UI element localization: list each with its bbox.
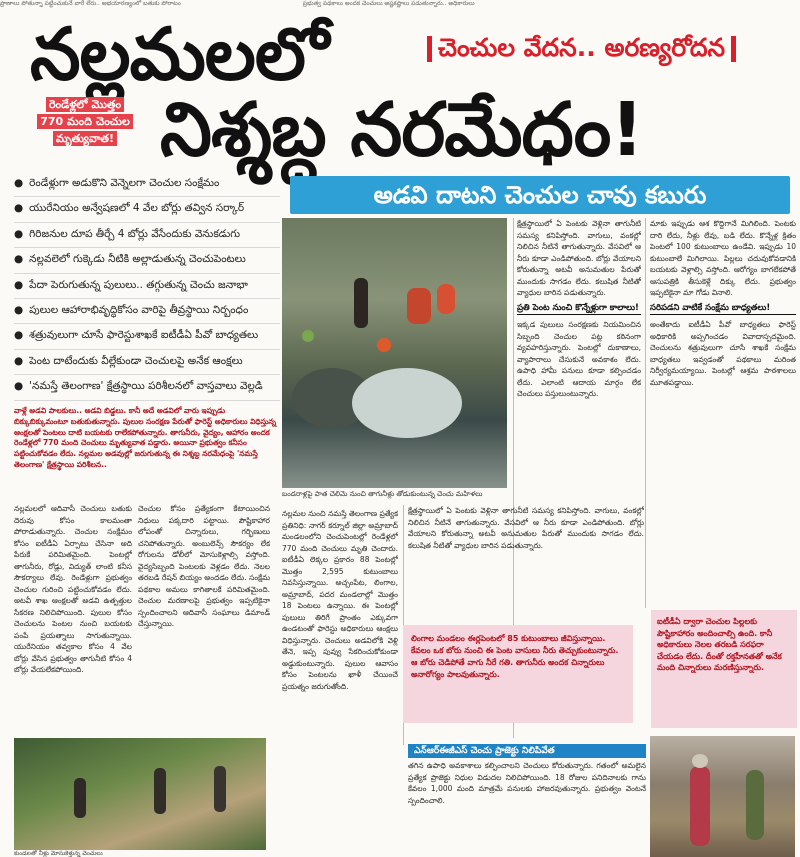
photo-figure bbox=[214, 766, 226, 812]
kicker-bar-left bbox=[427, 36, 432, 62]
bullet-item: ● పెంట దాటేందుకు వీల్లేకుండా చెంచులపై అనేక ఆంక్షలు bbox=[14, 350, 280, 375]
bullet-item: ● యురేనియం అన్వేషణలో 4 వేల బోర్లు తవ్విన సర్కార్ bbox=[14, 197, 280, 222]
bullet-item: ● 'నమస్తే తెలంగాణ' క్షేత్రస్థాయి పరిశీలనలో వాస్తవాలు వెల్లడి bbox=[14, 375, 280, 400]
top-strip-left: ప్రాణాలు పోతున్నా పట్టించుకునే వారే లేరు.. అభయారణ్యంలో బతుకు పోరాటం bbox=[0, 0, 181, 7]
sub-banner: అడవి దాటని చెంచుల చావు కబురు bbox=[290, 176, 790, 214]
column-1: నల్లమలలో ఆదివాసీ చెంచులు బతుకు దెరువు కోసం కాలమంతా పోరాడుతున్నారు. చెంచుల సంక్షేమం కోసం ఐటీడీఏ ఏర్పాటు చేసినా అది పేరుకే పరిమితమైంది. పెంటల్లో తాగునీరు, రోడ్లు, విద్యుత్ లాంటి కనీస సౌకర్యాలు లేవు. రెండేళ్లుగా ప్రభుత్వం చెంచుల గురించి పట్టించుకోవడం లేదు. అటవీ శాఖ ఆంక్షలతో అడవి ఉత్పత్తుల సేకరణ నిలిచిపోయింది. పులుల కోసం చెంచులను పెంటల నుంచి బయటకు పంపే ప్రయత్నాలు సాగుతున్నాయి. యురేనియం తవ్వకాల కోసం 4 వేల బోర్లు వేసిన ప్రభుత్వం తాగునీటి కోసం 4 బోర్లు వేయలేకపోయింది. bbox=[14, 504, 132, 674]
bullet-item: ● పులుల ఆహారాభివృద్ధికోసం వారిపై తీవ్రస్థాయి నిర్బంధం bbox=[14, 299, 280, 324]
photo-figure bbox=[690, 766, 710, 846]
deaths-line2: 770 మంది చెంచుల bbox=[37, 114, 133, 129]
kicker bbox=[421, 30, 771, 66]
photo-figure bbox=[74, 778, 86, 818]
photo-figure bbox=[746, 770, 764, 840]
photo-figure bbox=[154, 768, 166, 814]
column-mid-lower bbox=[408, 505, 644, 623]
deaths-callout bbox=[28, 96, 142, 147]
photo-pot bbox=[692, 754, 708, 768]
photo-figure bbox=[407, 288, 431, 324]
headline-line2: నిశ్శబ్ద నరమేధం! bbox=[160, 87, 644, 173]
deaths-line1: రెండేళ్లలో మొత్తం bbox=[46, 97, 124, 112]
main-photo bbox=[282, 218, 507, 488]
column-3: నల్లమల నుంచి నమస్తే తెలంగాణ ప్రత్యేక ప్రతినిధి: నాగర్ కర్నూల్ జిల్లా అమ్రాబాద్ మండలంలోని చెంచుపెంటల్లో రెండేళ్లలో 770 మంది చెంచులు మృతి చెందారు. ఐటీడీఏ లెక్కల ప్రకారం 88 పెంటల్లో మొత్తం 2,595 కుటుంబాలు నివసిస్తున్నాయి. అచ్చంపేట, లింగాల, అమ్రాబాద్, పదర మండలాల్లో మొత్తం 18 పెంటలు ఉన్నాయి. ఈ పెంటల్లో పులులు తిరిగే ప్రాంతం ఎక్కువగా ఉండటంతో ఫారెస్టు అధికారులు ఆంక్షలు విధిస్తున్నారు. చెంచులు అడవిలోకి వెళ్లి తేనె, ఇప్ప పువ్వు సేకరించుకోకుండా అడ్డుకుంటున్నారు. పులుల ఆవాసం కోసం పెంటలను ఖాళీ చేయించే ప్రయత్నం జరుగుతోంది. bbox=[282, 509, 398, 691]
kicker-bar-right bbox=[731, 36, 736, 62]
column-4-body-2: ఇక్కడ పులులు సంరక్షణకు నియమించిన సిబ్బంది చెంచుల పట్ల కఠినంగా వ్యవహరిస్తున్నారు. పెంటల్లో దుకాణాలు, వ్యాపారాలు చేసుకునే అవకాశం లేదు. ఉపాధి హామీ పనులు కూడా కల్పించడం లేదు. ఎలాంటి ఆదాయ మార్గం లేక చెంచులు పస్తులుంటున్నారు. bbox=[517, 320, 641, 398]
bullet-list bbox=[14, 172, 280, 401]
main-photo-caption: బండరాళ్లపై పాత చెలిమె నుంచి తాగునీళ్లు తోడుకుంటున్న చెంచు మహిళలు bbox=[282, 490, 483, 498]
photo-figure bbox=[354, 278, 368, 328]
photo-pool bbox=[352, 368, 462, 438]
photo-figure bbox=[437, 284, 455, 314]
photo-pot bbox=[302, 330, 314, 342]
column-bottom-mid: తగిన ఉపాధి అవకాశాలు కల్పించాలని చెంచులు కోరుతున్నారు. గతంలో అమలైన ప్రత్యేక ప్రాజెక్టు నిధుల విడుదల నిలిచిపోయింది. 18 రోజుల పనిదినాలకు గాను కేవలం 1,000 మంది మాత్రమే పనులకు హాజరవుతున్నారు. ప్రభుత్వం వెంటనే స్పందించాలి. bbox=[408, 761, 646, 805]
kicker-part1: చెంచుల వేదన.. bbox=[438, 33, 596, 62]
top-strip bbox=[0, 0, 800, 8]
highlight-box-mid: లింగాల మండలం ఈర్లపెంటలో 85 కుటుంబాలు జీవిస్తున్నాయి. కేవలం ఒక బోరు నుంచి ఈ పెంట వాసులు నీరు తెచ్చుకుంటున్నారు. ఆ బోరు చెడిపోతే వాగు నీరే గతి. తాగునీరు అందక చిన్నారులు అనారోగ్యం పాలవుతున్నారు. bbox=[403, 625, 633, 723]
deaths-line3: మృత్యువాత! bbox=[53, 131, 117, 146]
column-5-body-2: అంతేకాదు ఐటీడీఏ పీవో బాధ్యతలు ఫారెస్ట్ అధికారికి అప్పగించడం వివాదాస్పదమైంది. చెంచులను శత్రువులుగా చూసే శాఖకే సంక్షేమ బాధ్యతలు ఇవ్వడంతో పథకాలు మరింత నిర్వీర్యమయ్యాయి. పెంటల్లో ఆశ్రమ పాఠశాలలు మూతపడ్డాయి. bbox=[650, 320, 796, 387]
bottom-photo-caption: కుండలతో నీళ్లు మోసుకెళ్తున్న చెంచులు bbox=[14, 850, 103, 857]
photo-pot bbox=[377, 338, 391, 352]
bottom-photo bbox=[14, 738, 266, 850]
bullet-item: ● శత్రువులుగా చూసే ఫారెస్టుశాఖకే ఐటీడీఏ పీవో బాధ్యతలు bbox=[14, 324, 280, 349]
bullet-item: ● గిరిజనుల దూప తీర్చే 4 బోర్లు వేసేందుకు వెనుకడుగు bbox=[14, 223, 280, 248]
column-4-body: క్షేత్రస్థాయిలో ఏ పెంటకు వెళ్లినా తాగునీటి సమస్య కనిపిస్తోంది. వాగులు, వంకల్లో నిలిచిన నీటినే తాగుతున్నారు. వేసవిలో ఆ నీరు కూడా ఎండిపోతుంది. బోర్లు వేయాలని కోరుతున్నా అటవీ అనుమతుల పేరుతో ముందుకు సాగడం లేదు. కలుషిత నీటితో వ్యాధుల బారిన పడుతున్నారు. bbox=[517, 219, 641, 297]
column-5-subhead: సరిపడని వాటికే సంక్షేమ బాధ్యతలు! bbox=[650, 303, 796, 316]
column-rule bbox=[645, 218, 646, 608]
column-5-body: మాకు ఇప్పుడు ఆశ కొద్దిగానే మిగిలింది. పెంటకు దారి లేదు, నీళ్లు లేవు, బడి లేదు. కొన్నేళ్ల క్రితం పెంటలో 100 కుటుంబాలు ఉండేవి. ఇప్పుడు 10 కుటుంబాలే మిగిలాయి. పిల్లలు చదువుకోవడానికి బయటకు వెళ్లాల్సి వస్తోంది. ఆరోగ్యం బాగలేకపోతే ఆసుపత్రికి తీసుకెళ్లే దిక్కు లేదు. ప్రభుత్వం ఇప్పటికైనా మా గోడు వినాలి. bbox=[650, 219, 796, 297]
column-2: చెంచుల కోసం ప్రత్యేకంగా కేటాయించిన నిధులు పక్కదారి పట్టాయి. పౌష్టికాహార లోపంతో చిన్నారులు, గర్భిణులు చనిపోతున్నారు. అంబులెన్స్ సౌకర్యం లేక రోగులను డోలీలో మోసుకెళ్లాల్సి వస్తోంది. వైద్యసిబ్బంది పెంటలకు వెళ్లడం లేదు. నెలల తరబడి రేషన్ బియ్యం అందడం లేదు. సంక్షేమ పథకాల అమలు కాగితాలకే పరిమితమైంది. చెంచుల మరణాలపై ప్రభుత్వం ఇప్పటికైనా స్పందించాలని ఆదివాసీ సంఘాలు డిమాండ్ చేస్తున్నాయి. bbox=[138, 504, 270, 628]
headline-line1: నల్లమలలో bbox=[30, 12, 328, 96]
top-strip-right: ప్రభుత్వ పథకాలు అందక చెంచులు అష్టకష్టాలు పడుతున్నారు.. అధికారులు bbox=[302, 0, 475, 7]
bullet-item: ● రెండేళ్లుగా అడుకొని వెన్నెలగా చెంచుల సంక్షేమం bbox=[14, 172, 280, 197]
intro-paragraph: వాళ్లే అడవి పాలకులు.. అడవి బిడ్డలు. కానీ అదే అడవిలో వారు ఇప్పుడు బిక్కుబిక్కుమంటూ బతుకుతున్నారు. పులుల సంరక్షణ పేరుతో ఫారెస్ట్ అధికారులు విధిస్తున్న ఆంక్షలతో పెంటలు దాటి బయటకు రాలేకపోతున్నారు. తాగునీరు, వైద్యం, ఆహారం అందక రెండేళ్లలో 770 మంది చెంచులు మృత్యువాత పడ్డారు. అయినా ప్రభుత్వం కనీసం పట్టించుకోవడం లేదు. నల్లమల అడవుల్లో జరుగుతున్న ఈ నిశ్శబ్ద నరమేధంపై 'నమస్తే తెలంగాణ' క్షేత్రస్థాయి పరిశీలన.. bbox=[14, 406, 277, 469]
column-5 bbox=[650, 218, 796, 608]
bullet-item: ● నల్లవలెలో గుక్కెడు నీటికి అల్లాడుతున్న చెంచుపెంటలు bbox=[14, 248, 280, 273]
column-4-subhead: ప్రతి పెంట నుంచి కొన్నేళ్లుగా కాలాలు! bbox=[517, 303, 641, 316]
column-mid-lower-body: క్షేత్రస్థాయిలో ఏ పెంటకు వెళ్లినా తాగునీటి సమస్య కనిపిస్తోంది. వాగులు, వంకల్లో నిలిచిన నీటినే తాగుతున్నారు. వేసవిలో ఆ నీరు కూడా ఎండిపోతుంది. బోర్లు వేయాలని కోరుతున్నా అటవీ అనుమతుల పేరుతో ముందుకు సాగడం లేదు. కలుషిత నీటితో వ్యాధుల బారిన పడుతున్నారు. bbox=[408, 506, 644, 550]
kicker-part2: అరణ్యరోదన bbox=[604, 33, 726, 62]
right-photo bbox=[650, 736, 795, 857]
highlight-box-right: ఐటీడీఏ ద్వారా చెంచుల పిల్లలకు పౌష్టికాహారం అందించాల్సి ఉంది. కానీ అధికారులు నెలల తరబడి సరఫరా చేయడం లేదు. దీంతో రక్తహీనతతో అనేక మంది చిన్నారులు మరణిస్తున్నారు. bbox=[651, 610, 797, 728]
bullet-item: ● పేదా పెరుగుతున్న పులులు.. తగ్గుతున్న చెంచు జనాభా bbox=[14, 274, 280, 299]
section-bar: ఎన్‌ఆర్‌ఈజీఎస్ చెంచు ప్రాజెక్టు నిలిపివేత bbox=[408, 744, 646, 758]
